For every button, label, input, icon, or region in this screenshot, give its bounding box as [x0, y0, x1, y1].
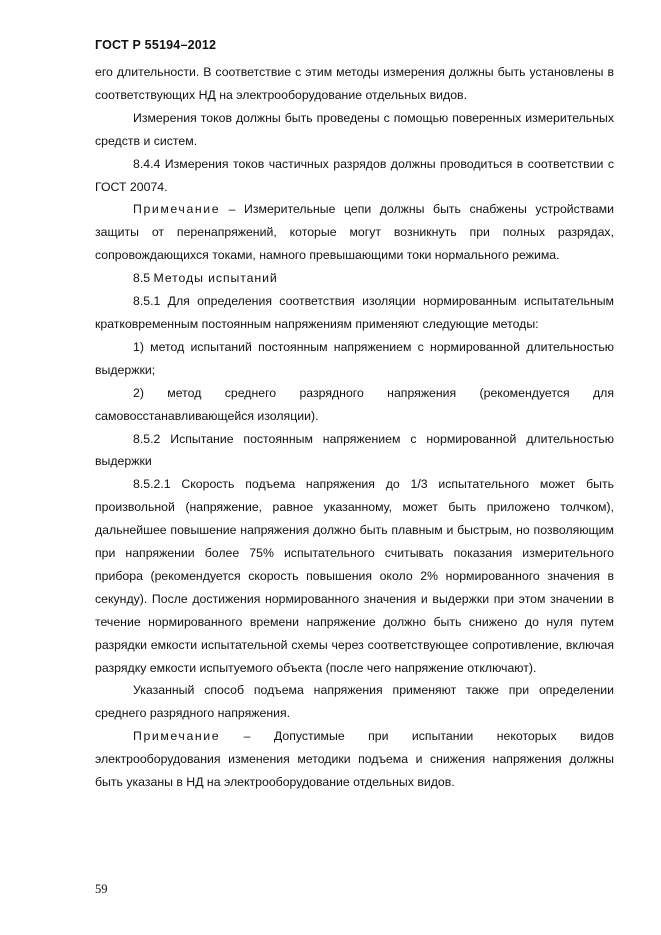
note-permissible-changes — [95, 725, 614, 794]
paragraph-8-4-4: 8.4.4 Измерения токов частичных разрядов должны проводиться в соответствии с ГОСТ 20074. — [95, 156, 614, 194]
paragraph-voltage-rise-method: Указанный способ подъема напряжения применяют также при определении среднего разрядного напряжения. — [95, 683, 614, 721]
paragraph-8-5-1: 8.5.1 Для определения соответствия изоляции нормированным испытательным кратковременным постоянным напряжениям применяют следующие методы: — [95, 294, 614, 331]
document-body — [95, 61, 614, 794]
paragraph-duration-methods: его длительности. В соответствие с этим методы измерения должны быть установлены в соответствующих НД на электрооборудование отдельных видов. — [95, 65, 614, 102]
paragraph-8-5-2: 8.5.2 Испытание постоянным напряжением с нормированной длительностью выдержки — [95, 431, 614, 469]
note-text: – Допустимые при испытании некоторых видов электрооборудования изменения методики подъема и снижения напряжения должны быть указаны в НД на электрооборудование отдельных видов. — [95, 729, 614, 790]
list-item-method-2: 2) метод среднего разрядного напряжения (рекомендуется для самовосстанавливающейся изоляции). — [95, 385, 614, 423]
section-heading-8-5 — [95, 267, 614, 290]
note-label: Примечание — [133, 202, 221, 217]
paragraph-8-5-2-1: 8.5.2.1 Скорость подъема напряжения до 1/3 испытательного может быть произвольной (напряжение, равное указанному, может быть приложено толчком), дальнейшее повышение напряжения должно быть плавным и быстрым, но позволяющим при напряжении более 75% испытательного считывать показания измерительного прибора (рекомендуется скорость повышения около 2% нормированного значения в секунду). После достижения нормированного значения и выдержки при этом значении в течение нормированного времени напряжение должно быть снижено до нуля путем разрядки емкости испытательной схемы через соответствующее сопротивление, включая разрядку емкости испытуемого объекта (после чего напряжение отключают). — [95, 477, 614, 675]
section-number: 8.5 — [133, 271, 151, 286]
note-label: Примечание — [133, 729, 221, 744]
page-number: 59 — [95, 882, 108, 896]
paragraph-current-measurements: Измерения токов должны быть проведены с помощью поверенных измерительных средств и систем. — [95, 110, 614, 148]
standard-header: ГОСТ Р 55194–2012 — [95, 38, 217, 52]
note-overvoltage-protection — [95, 198, 614, 267]
list-item-method-1: 1) метод испытаний постоянным напряжением с нормированной длительностью выдержки; — [95, 339, 614, 377]
note-text: – Измерительные цепи должны быть снабжены устройствами защиты от перенапряжений, которые могут возникнуть при полных разрядах, сопровождающихся токами, намного превышающими токи нормального режима. — [95, 202, 614, 263]
section-title: Методы испытаний — [153, 271, 278, 286]
